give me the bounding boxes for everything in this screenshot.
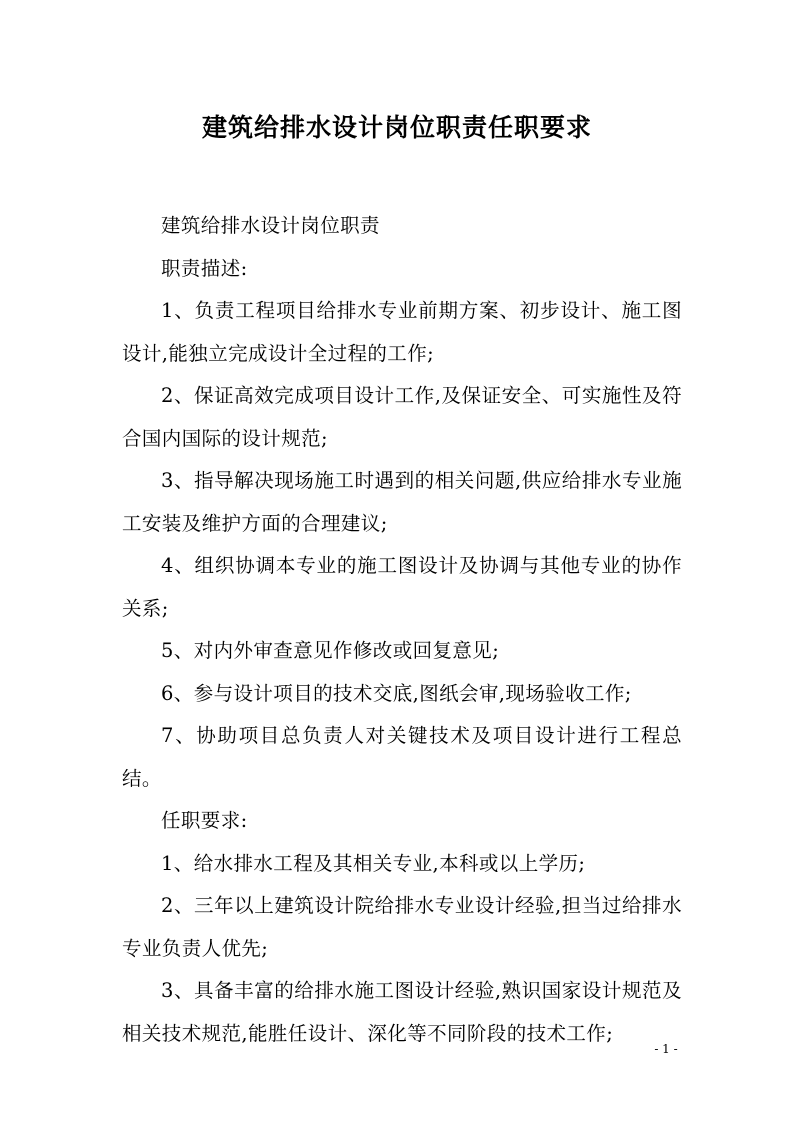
paragraph-duty-5: 5、对内外审查意见作修改或回复意见;	[161, 639, 500, 662]
paragraph-duty-1: 1、负责工程项目给排水专业前期方案、初步设计、施工图设计,能独立完成设计全过程的工作;	[122, 299, 682, 365]
paragraph-duties-label: 职责描述:	[161, 256, 248, 280]
paragraph-requirement-3: 3、具备丰富的给排水施工图设计经验,熟识国家设计规范及相关技术规范,能胜任设计、深化等不同阶段的技术工作;	[122, 979, 682, 1045]
paragraph-duty-6: 6、参与设计项目的技术交底,图纸会审,现场验收工作;	[161, 681, 632, 705]
paragraph-duty-3: 3、指导解决现场施工时遇到的相关问题,供应给排水专业施工安装及维护方面的合理建议;	[122, 469, 682, 535]
paragraph-requirement-2: 2、三年以上建筑设计院给排水专业设计经验,担当过给排水专业负责人优先;	[122, 894, 682, 960]
document-title: 建筑给排水设计岗位职责任职要求	[201, 113, 592, 142]
paragraph-duty-7: 7、协助项目总负责人对关键技术及项目设计进行工程总结。	[122, 724, 682, 790]
paragraph-heading-duties-section: 建筑给排水设计岗位职责	[161, 214, 380, 237]
paragraph-duty-2: 2、保证高效完成项目设计工作,及保证安全、可实施性及符合国内国际的设计规范;	[122, 384, 682, 450]
paragraph-requirement-1: 1、给水排水工程及其相关专业,本科或以上学历;	[161, 851, 586, 875]
paragraph-duty-4: 4、组织协调本专业的施工图设计及协调与其他专业的协作关系;	[122, 554, 682, 620]
paragraph-requirements-label: 任职要求:	[161, 809, 248, 832]
document-body	[122, 205, 682, 1055]
page-number: - 1 -	[654, 1042, 678, 1056]
